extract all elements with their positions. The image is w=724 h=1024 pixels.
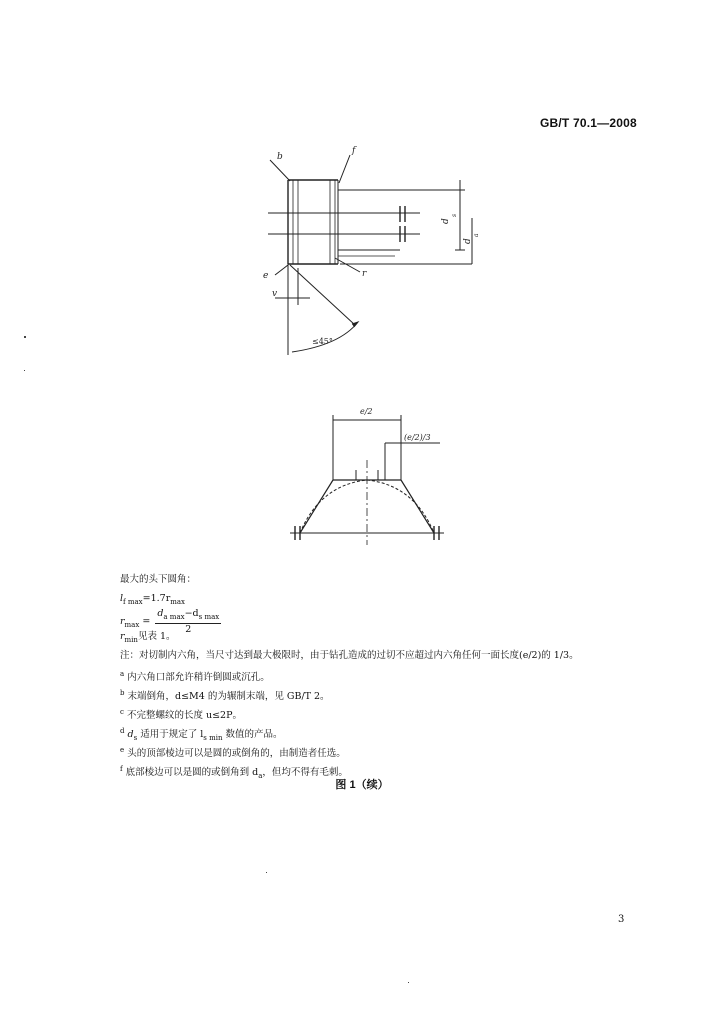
footnote-c: $^c$ 不完整螺纹的长度 u≤2P。 bbox=[120, 708, 242, 722]
footnote-b: $^b$ 末端倒角，d≤M4 的为辗制末端，见 GB/T 2。 bbox=[120, 689, 330, 703]
footnote-e: $^e$ 头的顶部棱边可以是圆的或倒角的，由制造者任选。 bbox=[120, 746, 346, 760]
label-ds-sub: s bbox=[451, 213, 458, 217]
standard-code: GB/T 70.1—2008 bbox=[540, 116, 637, 130]
label-v: v bbox=[272, 289, 278, 299]
formula-lf-max: $l_{f max}=1.7r_{max}$ bbox=[120, 593, 185, 606]
label-r: r bbox=[362, 269, 367, 279]
label-e-half: e/2 bbox=[360, 407, 373, 416]
label-e-third: (e/2)/3 bbox=[404, 433, 431, 442]
figure-notes bbox=[120, 570, 680, 779]
scan-speck bbox=[266, 872, 267, 873]
footnote-d: $^d$ $d_s$ 适用于规定了 $l_{s min}$ 数值的产品。 bbox=[120, 727, 283, 743]
label-ds: d bbox=[441, 218, 451, 224]
page-number: 3 bbox=[618, 914, 625, 925]
notes-heading: 最大的头下圆角： bbox=[120, 574, 197, 585]
bottom-drawing-labels bbox=[360, 407, 431, 442]
label-angle: ≤45° bbox=[312, 337, 333, 346]
bolt-head-detail bbox=[268, 155, 472, 355]
scan-speck bbox=[408, 982, 409, 983]
label-da: d bbox=[463, 238, 473, 244]
scan-speck bbox=[24, 370, 25, 371]
label-f: f bbox=[352, 146, 356, 156]
label-b: b bbox=[277, 152, 283, 162]
label-e: e bbox=[263, 271, 269, 281]
formula-r-max: $r_{max}$ = $\frac{d_{a max}-d_{s max}}{2}$ bbox=[120, 608, 220, 635]
note-main: 注：对切制内六角，当尺寸达到最大极限时，由于钻孔造成的过切不应超过内六角任何一面长度(e/2)的 1/3。 bbox=[120, 650, 579, 661]
r-max-fraction: $\frac{d_{a max}-d_{s max}}{2}$ bbox=[157, 608, 220, 635]
figure-caption: 图 1（续） bbox=[335, 779, 389, 791]
footnote-f: $^f$ 底部棱边可以是圆的或倒角到 $d_a$，但均不得有毛刺。 bbox=[120, 765, 348, 781]
scan-speck bbox=[24, 336, 26, 338]
label-da-sub: a bbox=[473, 233, 480, 237]
top-drawing-labels bbox=[263, 146, 480, 346]
footnote-a: $^a$ 内六角口部允许稍许倒圆或沉孔。 bbox=[120, 670, 270, 684]
r-min-line: $r_{min}$见表 1。 bbox=[120, 631, 176, 644]
